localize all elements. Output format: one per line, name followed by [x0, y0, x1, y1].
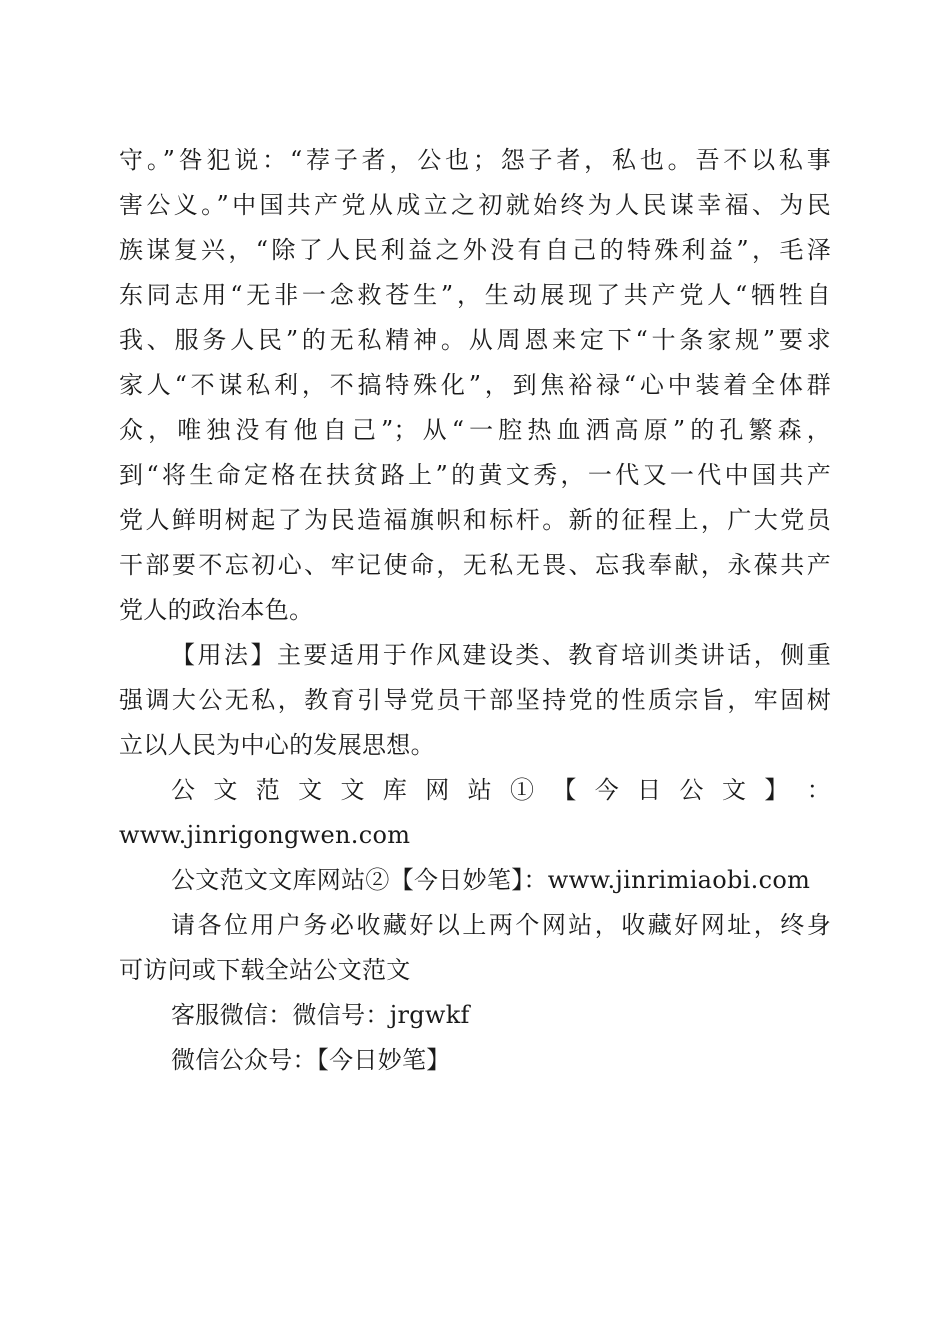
text-line: 干部要不忘初心、牢记使命，无私无畏、忘我奉献，永葆共产 — [119, 551, 831, 579]
text-line: 众，唯独没有他自己”；从“一腔热血洒高原”的孔繁森， — [119, 416, 831, 444]
text-line: 东同志用“无非一念救苍生”，生动展现了共产党人“牺牲自 — [119, 281, 831, 309]
wechat-official-account: 微信公众号：【今日妙笔】 — [171, 1046, 451, 1074]
text-line: 【用法】主要适用于作风建设类、教育培训类讲话，侧重 — [171, 641, 831, 669]
body-paragraph-selfless-spirit — [119, 138, 831, 633]
text-line: 党人鲜明树起了为民造福旗帜和标杆。新的征程上，广大党员 — [119, 506, 831, 534]
website-two-paragraph — [119, 858, 831, 903]
usage-paragraph — [119, 633, 831, 768]
text-line: 请各位用户务必收藏好以上两个网站，收藏好网址，终身 — [171, 911, 831, 939]
text-line: 可访问或下载全站公文范文 — [119, 956, 411, 984]
website-one-label: 公 文 范 文 文 库 网 站 ① 【 今 日 公 文 】 ： — [171, 776, 831, 804]
website-one-paragraph — [119, 768, 831, 858]
customer-service-wechat: 客服微信：微信号：jrgwkf — [171, 1001, 470, 1029]
text-line: 立以人民为中心的发展思想。 — [119, 731, 435, 759]
website-one-url[interactable]: www.jinrigongwen.com — [119, 821, 411, 849]
document-body — [119, 138, 831, 1083]
text-line: 家人“不谋私利，不搞特殊化”，到焦裕禄“心中装着全体群 — [119, 371, 831, 399]
bookmark-notice-paragraph — [119, 903, 831, 993]
website-two-line[interactable]: 公文范文文库网站②【今日妙笔】：www.jinrimiaobi.com — [171, 866, 811, 894]
text-line: 强调大公无私，教育引导党员干部坚持党的性质宗旨，牢固树 — [119, 686, 831, 714]
official-account-paragraph — [119, 1038, 831, 1083]
text-line: 族谋复兴，“除了人民利益之外没有自己的特殊利益”，毛泽 — [119, 236, 831, 264]
text-line: 害公义。”中国共产党从成立之初就始终为人民谋幸福、为民 — [119, 191, 831, 219]
text-line: 党人的政治本色。 — [119, 596, 314, 624]
text-line: 到“将生命定格在扶贫路上”的黄文秀，一代又一代中国共产 — [119, 461, 831, 489]
customer-service-paragraph — [119, 993, 831, 1038]
text-line: 守。”咎犯说：“荐子者，公也；怨子者，私也。吾不以私事 — [119, 146, 831, 174]
text-line: 我、服务人民”的无私精神。从周恩来定下“十条家规”要求 — [119, 326, 831, 354]
